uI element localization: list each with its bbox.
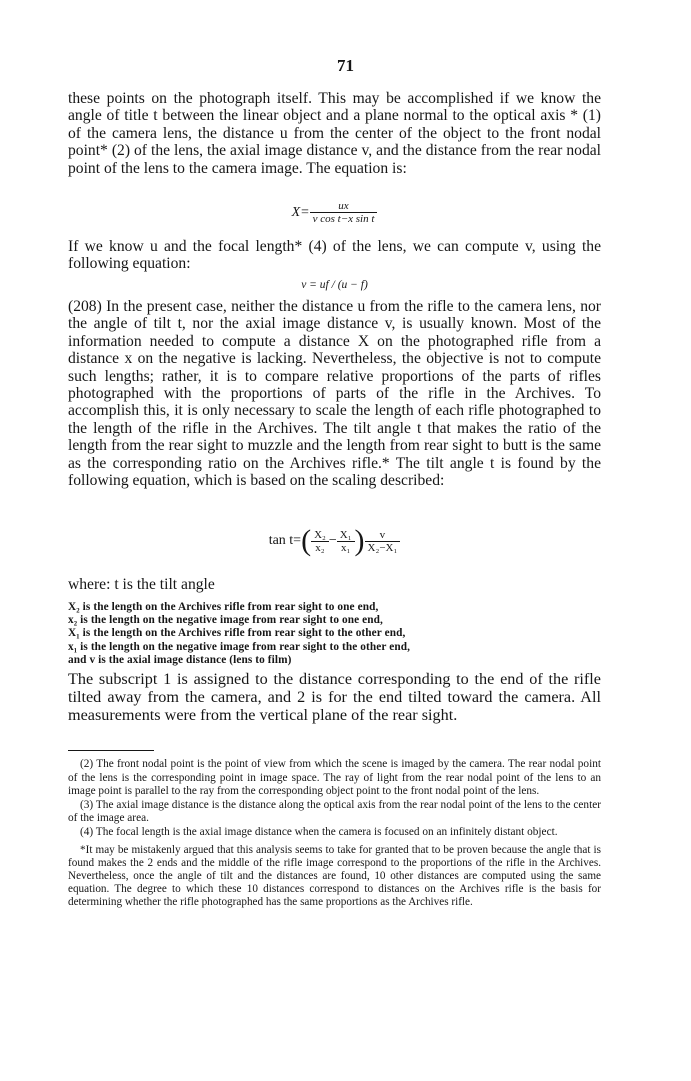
paragraph-intro: these points on the photograph itself. This may be accomplished if we know the angle of title t between the linear object and a plane normal to the optical axis * (1) of the camera lens, the distance u from the center of the object to the front nodal point* (2) of the lens, the axial image distance v, and the distance from the rear nodal point of the lens to the camera image. The equation is: bbox=[68, 90, 601, 177]
footnote-divider bbox=[68, 750, 154, 751]
frac-a-den: x₂ bbox=[315, 541, 325, 554]
frac-a bbox=[311, 529, 329, 554]
definition-item: X₁ is the length on the Archives rifle from rear sight to the other end, bbox=[68, 627, 406, 640]
frac-c-den: X₂−X₁ bbox=[367, 541, 398, 554]
definition-item: X₂ is the length on the Archives rifle from rear sight to one end, bbox=[68, 601, 379, 613]
footnotes bbox=[68, 758, 601, 909]
definition-item: and v is the axial image distance (lens to film) bbox=[68, 653, 292, 666]
page-number: 71 bbox=[337, 56, 354, 75]
paragraph-focal-length: If we know u and the focal length* (4) of the lens, we can compute v, using the following equation: bbox=[68, 238, 601, 273]
equation-denominator: v cos t−x sin t bbox=[312, 213, 375, 225]
equation-tilt-angle bbox=[68, 524, 601, 562]
definition-item: x₂ is the length on the negative image from rear sight to one end, bbox=[68, 614, 383, 627]
equation-image-distance bbox=[68, 200, 601, 230]
frac-b-den: x₁ bbox=[340, 541, 351, 554]
definition-item: x₁ is the length on the negative image from rear sight to the other end, bbox=[68, 640, 411, 653]
frac-a-num: X₂ bbox=[311, 529, 329, 542]
footnote-3: (3) The axial image distance is the distance along the optical axis from the rear nodal point of the lens to the center of the image area. bbox=[68, 798, 601, 824]
equation-numerator: ux bbox=[310, 200, 378, 213]
equation-fraction bbox=[310, 200, 378, 225]
equation-lhs: X= bbox=[291, 205, 310, 221]
frac-b-num: X₁ bbox=[337, 529, 355, 542]
open-paren: ( bbox=[301, 524, 312, 557]
close-paren: ) bbox=[354, 524, 365, 557]
footnote-4: (4) The focal length is the axial image distance when the camera is focused on an infinitely distant object. bbox=[80, 825, 558, 838]
frac-c bbox=[365, 529, 401, 554]
where-line: where: t is the tilt angle bbox=[68, 576, 215, 593]
frac-b bbox=[337, 529, 355, 554]
paragraph-208: (208) In the present case, neither the distance u from the rifle to the camera lens, nor the angle of tilt t, nor the axial image distance v, is usually known. Most of the information needed to compute a distance X on the photographed rifle from a distance x on the negative is lacking. Nevertheless, the objective is not to compute such lengths; rather, it is to compare relative proportions of the parts of rifles photographed with the proportions of parts of the rifle in the Archives. To accomplish this, it is only necessary to scale the length of each rifle photographed to the length of the rifle in the Archives. The tilt angle t that makes the ratio of the length from the rear sight to muzzle and the length from rear sight to butt is the same as the corresponding ratio on the Archives rifle.* The tilt angle t is found by the following equation, which is based on the scaling described: bbox=[68, 298, 601, 490]
footnote-star: *It may be mistakenly argued that this analysis seems to take for granted that to be proven because the angle that is found makes the 2 ends and the middle of the rifle image correspond to the proportions of the rifle in the Archives. Nevertheless, once the angle of tilt and the distances are found, 10 other distances are computed using the same equation. The degree to which these 10 distances correspond to distances on the Archives rifle is the basis for determining whether the rifle photographed has the same proportions as the Archives rifle. bbox=[68, 844, 601, 909]
definition-list bbox=[68, 601, 601, 667]
frac-c-num: v bbox=[365, 529, 401, 542]
equation-focal: v = uf / (u − f) bbox=[301, 279, 368, 291]
footnote-2: (2) The front nodal point is the point of view from which the scene is imaged by the camera. The rear nodal point of the lens is the corresponding point in image space. The ray of light from the rear nodal point of the lens to an image point is parallel to the ray from the corresponding object point to the front nodal point of the lens. bbox=[68, 758, 601, 797]
minus-sign: − bbox=[328, 533, 337, 548]
equation-tilt-lhs: tan t= bbox=[268, 533, 302, 548]
paragraph-subscript: The subscript 1 is assigned to the distance corresponding to the end of the rifle tilted away from the camera, and 2 is for the end tilted toward the camera. All measurements were from the vertical plane of the rear sight. bbox=[68, 670, 601, 724]
